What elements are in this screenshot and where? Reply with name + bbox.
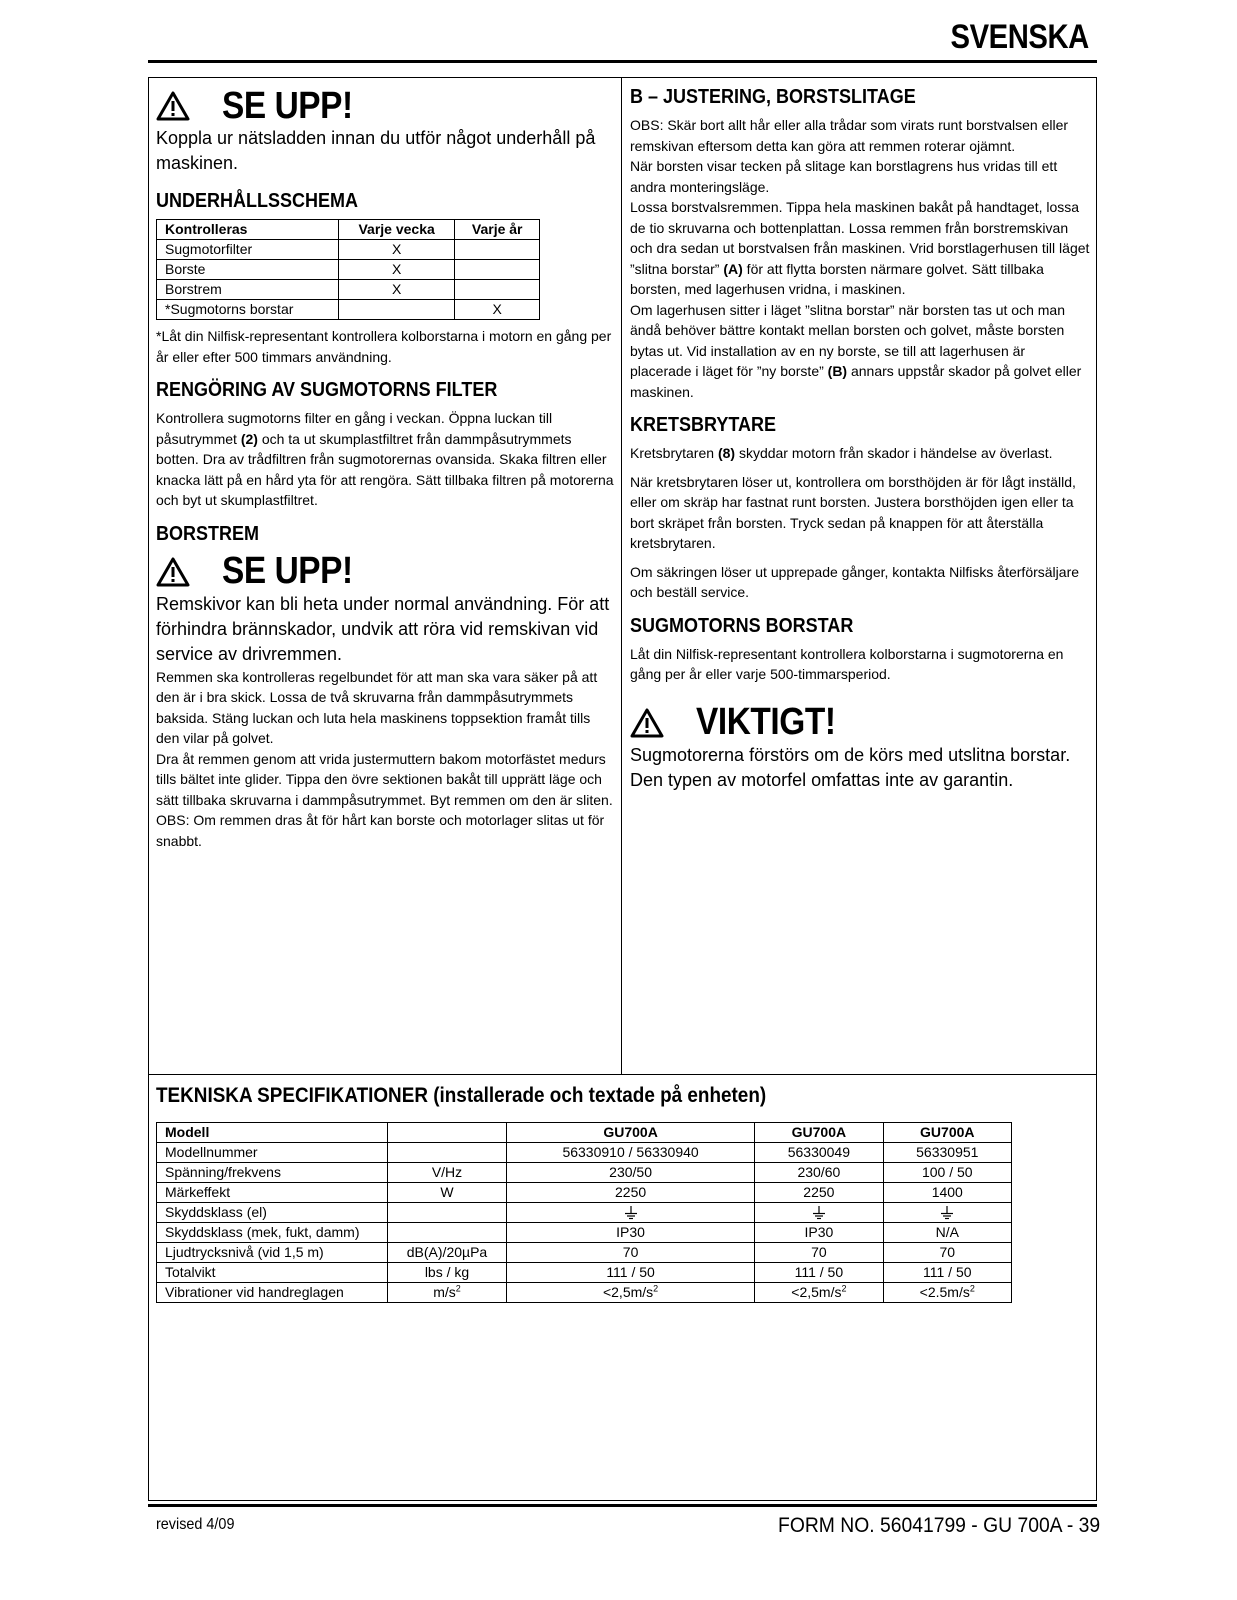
warning-triangle-icon [630,708,664,738]
spec-value [507,1203,755,1223]
spec-label: Märkeffekt [157,1183,388,1203]
spec-label: Totalvikt [157,1263,388,1283]
spec-value: 2250 [507,1183,755,1203]
text-span: och ta ut skumplastfiltret från dammpåsutrymmets botten. Dra av trådfiltren från sugmotorernas ovansida. Skaka filtren eller knacka lätt på en hård yta för att rengöra. Sätt tillbaka filtren på motorerna och byt ut skumplastfiltret. [156,430,614,508]
spec-value: IP30 [755,1223,883,1243]
text-span: Lossa borstvalsremmen. Tippa hela maskinen bakåt på handtaget, lossa de tio skruvarna och bottenplattan. Lossa remmen från borstremskivan och dra sedan ut borstvalsen från maskinen. Vrid borstlagerhusen till läget ”slitna borstar” [630,199,1090,277]
superscript: 2 [841,1283,847,1294]
breaker-heading: KRETSBRYTARE [630,414,777,436]
spec-value [755,1203,883,1223]
table-cell [338,300,455,320]
table-cell [455,280,540,300]
spec-unit: W [388,1183,507,1203]
text-span: Kontrollera sugmotorns filter en gång i veckan. Öppna luckan till påsutrymmet [156,410,553,447]
revision-note: revised 4/09 [156,1516,235,1533]
spec-label: Modellnummer [157,1143,388,1163]
adjust-heading: B – JUSTERING, BORSTSLITAGE [630,86,916,108]
belt-paragraph: Dra åt remmen genom att vrida justermuttern bakom motorfästet medurs tills bältet inte glider. Tippa den övre sektionen bakåt till upprätt läge och sätt tillbaka skruvarna i dammpåsutrymmet. Byt remmen om den är sliten. [156,750,613,808]
adjust-paragraph: När borsten visar tecken på slitage kan borstlagrens hus vridas till ett andra monteringsläge. [630,158,1058,195]
belt-paragraph: Remmen ska kontrolleras regelbundet för att man ska vara säker på att den är i bra skick. Lossa de två skruvarna från dammpåsutrymmets baksida. Stäng luckan och luta hela maskinens toppsektion framåt tills den vilar på golvet. [156,668,598,746]
text-span: för att flytta borsten närmare golvet. Sätt tillbaka borsten, med lagerhusen vridna, i maskinen. [630,260,1044,297]
spec-value: 111 / 50 [507,1263,755,1283]
column-header: Kontrolleras [157,220,339,240]
table-row [157,1243,1012,1263]
table-row [157,1263,1012,1283]
filter-text [156,408,614,511]
form-number: FORM NO. 56041799 - GU 700A - 39 [777,1514,1100,1537]
brushes-paragraph: Låt din Nilfisk-representant kontrollera kolborstarna i sugmotorerna en gång per år eller varje 500-timmarsperiod. [630,645,1064,682]
breaker-paragraph [630,443,1090,464]
section-divider [148,1074,1097,1075]
spec-value: 70 [755,1243,883,1263]
table-cell: X [338,240,455,260]
column-header [388,1123,507,1143]
important-title: VIKTIGT! [696,701,836,743]
specifications-section [156,1084,1086,1303]
spec-value: 100 / 50 [883,1163,1011,1183]
column-header: GU700A [883,1123,1011,1143]
reference-number: (8) [717,445,736,461]
table-cell: X [338,260,455,280]
table-row [157,1143,1012,1163]
adjust-paragraph [630,300,1090,403]
spec-value: 2250 [755,1183,883,1203]
spec-unit [388,1223,507,1243]
table-row [157,1163,1012,1183]
table-cell: *Sugmotorns borstar [157,300,339,320]
table-row [157,1223,1012,1243]
warning-title: SE UPP! [222,550,353,592]
spec-unit [388,1283,507,1303]
schedule-heading: UNDERHÅLLSSCHEMA [156,190,359,212]
value-base: <2,5m/s [791,1284,842,1300]
table-row [157,280,540,300]
adjust-paragraph: OBS: Skär bort allt hår eller alla trådar som virats runt borstvalsen eller remskivan eftersom detta kan göra att remmen roterar ojämnt. [630,117,1069,154]
warning-text: Remskivor kan bli heta under normal användning. För att förhindra brännskador, undvik att röra vid remskivan vid service av drivremmen. [156,593,610,664]
table-cell [455,260,540,280]
spec-unit: lbs / kg [388,1263,507,1283]
text-span: Kretsbrytaren [630,445,718,461]
warning-triangle-icon [156,91,190,121]
filter-heading: RENGÖRING AV SUGMOTORNS FILTER [156,379,498,401]
table-row [157,260,540,280]
adjust-paragraph [630,197,1090,300]
spec-value [755,1283,883,1303]
warning-triangle-icon [156,557,190,587]
text-span: Om lagerhusen sitter i läget ”slitna borstar” när borsten tas ut och man ändå behöver bättre kontakt mellan borsten och golvet, måste borsten bytas ut. Vid installation av en ny borste, se till att lagerhusen är placerade i läget för ”ny borste” [630,301,1065,379]
table-row [157,1283,1012,1303]
spec-value: IP30 [507,1223,755,1243]
spec-value: 56330951 [883,1143,1011,1163]
spec-value [883,1203,1011,1223]
value-base: <2.5m/s [919,1284,970,1300]
reference-letter: (B) [827,363,848,379]
schedule-note: *Låt din Nilfisk-representant kontrollera kolborstarna i motorn en gång per år eller efter 500 timmars användning. [156,328,612,365]
breaker-paragraph: När kretsbrytaren löser ut, kontrollera om borsthöjden är för lågt inställd, eller om skräp har fastnat runt borsten. Justera borsthöjden igen eller ta bort skräpet från borsten. Tryck sedan på knappen för att återställa kretsbrytaren. [630,473,1076,551]
spec-value: 1400 [883,1183,1011,1203]
top-rule [148,60,1097,63]
text-span: skyddar motorn från skador i händelse av överlast. [735,445,1053,461]
specifications-title: TEKNISKA SPECIFIKATIONER (installerade och textade på enheten) [156,1084,767,1107]
unit-base: m/s [433,1284,456,1300]
bottom-rule [148,1504,1097,1507]
belt-paragraph: OBS: Om remmen dras åt för hårt kan borste och motorlager slitas ut för snabbt. [156,812,605,849]
important-text: Sugmotorerna förstörs om de körs med utslitna borstar. Den typen av motorfel omfattas inte av garantin. [630,744,1071,790]
important-block [630,703,1090,743]
warning-text: Koppla ur nätsladden innan du utför något underhåll på maskinen. [156,128,596,173]
table-row [157,240,540,260]
spec-value: 56330910 / 56330940 [507,1143,755,1163]
left-column [156,86,614,851]
table-cell: Borstrem [157,280,339,300]
column-divider [621,77,622,1074]
spec-label: Skyddsklass (mek, fukt, damm) [157,1223,388,1243]
spec-label: Skyddsklass (el) [157,1203,388,1223]
column-header: GU700A [755,1123,883,1143]
column-header: Varje år [455,220,540,240]
spec-value: 56330049 [755,1143,883,1163]
column-header: Modell [157,1123,388,1143]
text-span: annars uppstår skador på golvet eller maskinen. [630,363,1082,400]
breaker-paragraph: Om säkringen löser ut upprepade gånger, kontakta Nilfisks återförsäljare och beställ service. [630,563,1080,600]
spec-value: 111 / 50 [883,1263,1011,1283]
table-cell [455,240,540,260]
spec-value: 111 / 50 [755,1263,883,1283]
language-header: SVENSKA [950,18,1089,56]
maintenance-schedule-table [156,219,540,320]
superscript: 2 [653,1283,659,1294]
table-cell: Sugmotorfilter [157,240,339,260]
right-column [630,86,1090,793]
spec-value: N/A [883,1223,1011,1243]
superscript: 2 [969,1283,975,1294]
reference-letter: (A) [723,260,743,277]
belt-heading: BORSTREM [156,522,260,545]
specifications-table [156,1122,1012,1303]
spec-value: 230/60 [755,1163,883,1183]
column-header: Varje vecka [338,220,455,240]
spec-value [883,1283,1011,1303]
spec-label: Vibrationer vid handreglagen [157,1283,388,1303]
ground-icon [940,1206,954,1220]
table-cell: Borste [157,260,339,280]
warning-block [156,552,614,592]
column-header: GU700A [507,1123,755,1143]
table-cell: X [338,280,455,300]
table-header-row [157,220,540,240]
ground-icon [624,1206,638,1220]
reference-number: (2) [240,430,258,447]
spec-unit: V/Hz [388,1163,507,1183]
warning-block [156,86,614,126]
table-row [157,300,540,320]
ground-icon [812,1206,826,1220]
table-row [157,1183,1012,1203]
spec-value: 230/50 [507,1163,755,1183]
spec-value: 70 [507,1243,755,1263]
table-row [157,1203,1012,1223]
spec-unit: dB(A)/20µPa [388,1243,507,1263]
spec-unit [388,1143,507,1163]
spec-value: 70 [883,1243,1011,1263]
value-base: <2,5m/s [602,1284,654,1300]
table-cell: X [455,300,540,320]
table-header-row [157,1123,1012,1143]
warning-title: SE UPP! [222,84,353,127]
superscript: 2 [455,1283,461,1294]
spec-unit [388,1203,507,1223]
spec-value [507,1283,755,1303]
spec-label: Spänning/frekvens [157,1163,388,1183]
brushes-heading: SUGMOTORNS BORSTAR [630,614,854,637]
spec-label: Ljudtrycksnivå (vid 1,5 m) [157,1243,388,1263]
